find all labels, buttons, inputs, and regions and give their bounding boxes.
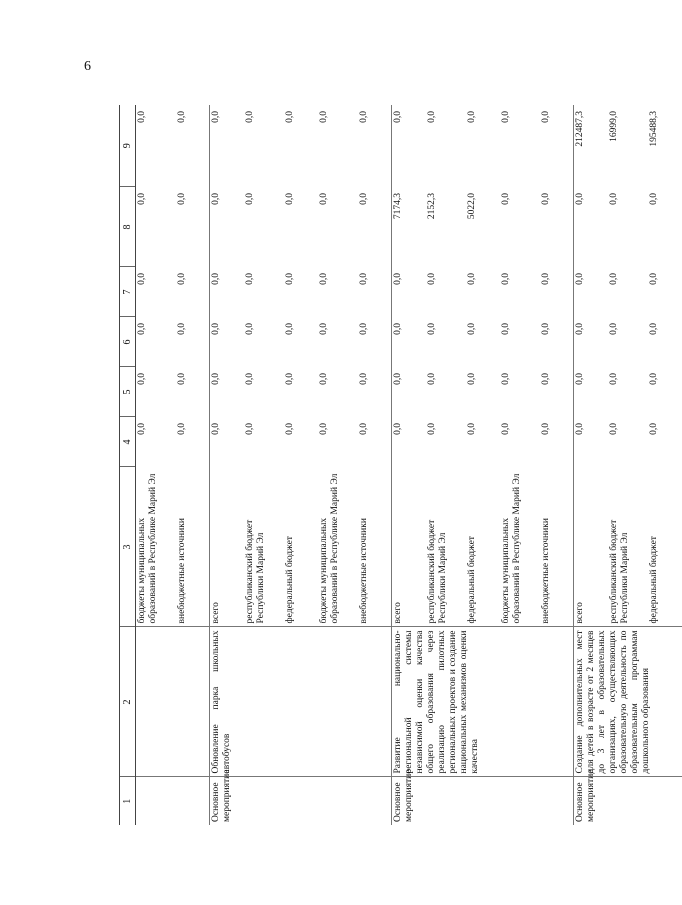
value-cell: 5022,0 (466, 193, 477, 220)
value-cell: 0,0 (284, 111, 295, 123)
activity-type-cell: Основное мероприятие (574, 777, 682, 825)
value-cell: 0,0 (284, 373, 295, 385)
value-cell: 0,0 (466, 323, 477, 335)
value-cell: 0,0 (608, 273, 619, 285)
value-cell: 0,0 (176, 273, 187, 285)
value-cell: 0,0 (500, 111, 511, 123)
value-cell: 0,0 (318, 423, 329, 435)
budget-table (119, 105, 682, 825)
value-cell: 0,0 (210, 367, 244, 417)
value-cell: 0,0 (358, 373, 369, 385)
value-cell: 0,0 (574, 267, 608, 317)
value-cell: 0,0 (244, 423, 255, 435)
value-cell: 0,0 (574, 187, 608, 267)
value-cell: 0,0 (392, 105, 426, 187)
value-cell: 0,0 (244, 273, 255, 285)
value-cell: 0,0 (574, 417, 608, 467)
value-cell: 0,0 (608, 373, 619, 385)
value-cell: 0,0 (210, 317, 244, 367)
funding-source-cell: бюджеты муниципальных образований в Республике Марий Эл (136, 467, 176, 627)
value-cell: 0,0 (426, 423, 437, 435)
value-cell: 0,0 (136, 417, 176, 467)
funding-source-cell: федеральный бюджет (466, 467, 500, 627)
table-body (136, 105, 682, 825)
value-cell: 0,0 (358, 323, 369, 335)
value-cell: 0,0 (500, 193, 511, 205)
value-cell: 0,0 (608, 193, 619, 205)
value-cell: 0,0 (210, 105, 244, 187)
activity-name-cell (136, 627, 210, 777)
value-cell: 0,0 (426, 111, 437, 123)
value-cell: 0,0 (284, 323, 295, 335)
value-cell: 0,0 (318, 373, 329, 385)
table-row (392, 105, 426, 825)
header-row (120, 105, 136, 825)
value-cell: 0,0 (540, 111, 551, 123)
value-cell: 0,0 (392, 367, 426, 417)
value-cell: 0,0 (426, 373, 437, 385)
funding-source-cell: всего (574, 467, 608, 627)
value-cell: 0,0 (358, 423, 369, 435)
value-cell: 0,0 (574, 367, 608, 417)
value-cell: 0,0 (540, 423, 551, 435)
value-cell: 0,0 (136, 317, 176, 367)
value-cell: 0,0 (500, 423, 511, 435)
header-cell: 1 (120, 777, 136, 825)
value-cell: 0,0 (210, 187, 244, 267)
value-cell: 0,0 (210, 417, 244, 467)
funding-source-cell: республиканский бюджет Республики Марий Эл (244, 467, 284, 627)
funding-source-cell: всего (392, 467, 426, 627)
table-row (574, 105, 608, 825)
value-cell: 0,0 (648, 423, 659, 435)
header-cell: 9 (120, 105, 136, 187)
value-cell: 0,0 (318, 111, 329, 123)
value-cell: 0,0 (176, 373, 187, 385)
value-cell: 0,0 (284, 273, 295, 285)
value-cell: 0,0 (574, 317, 608, 367)
value-cell: 0,0 (426, 323, 437, 335)
value-cell: 0,0 (284, 423, 295, 435)
value-cell: 0,0 (500, 373, 511, 385)
value-cell: 0,0 (318, 193, 329, 205)
value-cell: 195488,3 (648, 111, 659, 147)
funding-source-cell: федеральный бюджет (284, 467, 318, 627)
value-cell: 0,0 (648, 273, 659, 285)
activity-type-cell: Основное мероприятие (210, 777, 392, 825)
funding-source-cell: бюджеты муниципальных образований в Республике Марий Эл (318, 467, 358, 627)
value-cell: 0,0 (608, 323, 619, 335)
value-cell: 0,0 (244, 323, 255, 335)
value-cell: 7174,3 (392, 187, 426, 267)
value-cell: 0,0 (244, 373, 255, 385)
header-cell: 2 (120, 627, 136, 777)
header-cell: 7 (120, 267, 136, 317)
value-cell: 0,0 (136, 105, 176, 187)
header-cell: 4 (120, 417, 136, 467)
value-cell: 0,0 (176, 323, 187, 335)
funding-source-cell: всего (210, 467, 244, 627)
value-cell: 0,0 (392, 267, 426, 317)
value-cell: 0,0 (392, 417, 426, 467)
activity-name-cell: Создание дополнительных мест для детей в возрасте от 2 месяцев до 3 лет в образовательных организациях, осуществляющих образовательную деятельность по образовательным программам дошкольного образования (574, 627, 682, 777)
table-row (136, 105, 176, 825)
header-cell: 3 (120, 467, 136, 627)
value-cell: 2152,3 (426, 193, 437, 220)
value-cell: 0,0 (284, 193, 295, 205)
value-cell: 0,0 (426, 273, 437, 285)
value-cell: 0,0 (318, 323, 329, 335)
value-cell: 212487,3 (574, 105, 608, 187)
activity-name-cell: Обновление парка школьных автобусов (210, 627, 392, 777)
value-cell: 0,0 (540, 373, 551, 385)
value-cell: 0,0 (176, 111, 187, 123)
value-cell: 0,0 (466, 373, 477, 385)
value-cell: 0,0 (466, 423, 477, 435)
funding-source-cell: внебюджетные источники (358, 467, 392, 627)
value-cell: 0,0 (136, 267, 176, 317)
page-number: 6 (84, 59, 91, 74)
value-cell: 0,0 (466, 111, 477, 123)
value-cell: 0,0 (176, 193, 187, 205)
funding-source-cell: федеральный бюджет (648, 467, 682, 627)
funding-source-cell: внебюджетные источники (176, 467, 210, 627)
value-cell: 0,0 (244, 111, 255, 123)
value-cell: 0,0 (608, 423, 619, 435)
value-cell: 0,0 (648, 323, 659, 335)
table-row (210, 105, 244, 825)
value-cell: 0,0 (358, 193, 369, 205)
value-cell: 0,0 (136, 367, 176, 417)
funding-source-cell: республиканский бюджет Республики Марий Эл (608, 467, 648, 627)
activity-type-cell: Основное мероприятие (392, 777, 574, 825)
value-cell: 0,0 (176, 423, 187, 435)
rotated-table-container (119, 105, 659, 825)
header-cell: 8 (120, 187, 136, 267)
header-cell: 6 (120, 317, 136, 367)
value-cell: 0,0 (210, 267, 244, 317)
funding-source-cell: бюджеты муниципальных образований в Республике Марий Эл (500, 467, 540, 627)
value-cell: 0,0 (500, 273, 511, 285)
value-cell: 0,0 (358, 111, 369, 123)
value-cell: 0,0 (648, 193, 659, 205)
value-cell: 0,0 (648, 373, 659, 385)
activity-name-cell: Развитие национально-региональной системы независимой оценки качества общего образования через реализацию пилотных региональных проектов и создание национальных механизмов оценки качества (392, 627, 574, 777)
value-cell: 0,0 (540, 323, 551, 335)
funding-source-cell: внебюджетные источники (540, 467, 574, 627)
value-cell: 0,0 (358, 273, 369, 285)
activity-type-cell (136, 777, 210, 825)
value-cell: 0,0 (318, 273, 329, 285)
value-cell: 0,0 (244, 193, 255, 205)
value-cell: 0,0 (540, 273, 551, 285)
value-cell: 0,0 (392, 317, 426, 367)
value-cell: 0,0 (466, 273, 477, 285)
value-cell: 0,0 (500, 323, 511, 335)
value-cell: 0,0 (136, 187, 176, 267)
value-cell: 16999,0 (608, 111, 619, 142)
funding-source-cell: республиканский бюджет Республики Марий Эл (426, 467, 466, 627)
header-cell: 5 (120, 367, 136, 417)
value-cell: 0,0 (540, 193, 551, 205)
